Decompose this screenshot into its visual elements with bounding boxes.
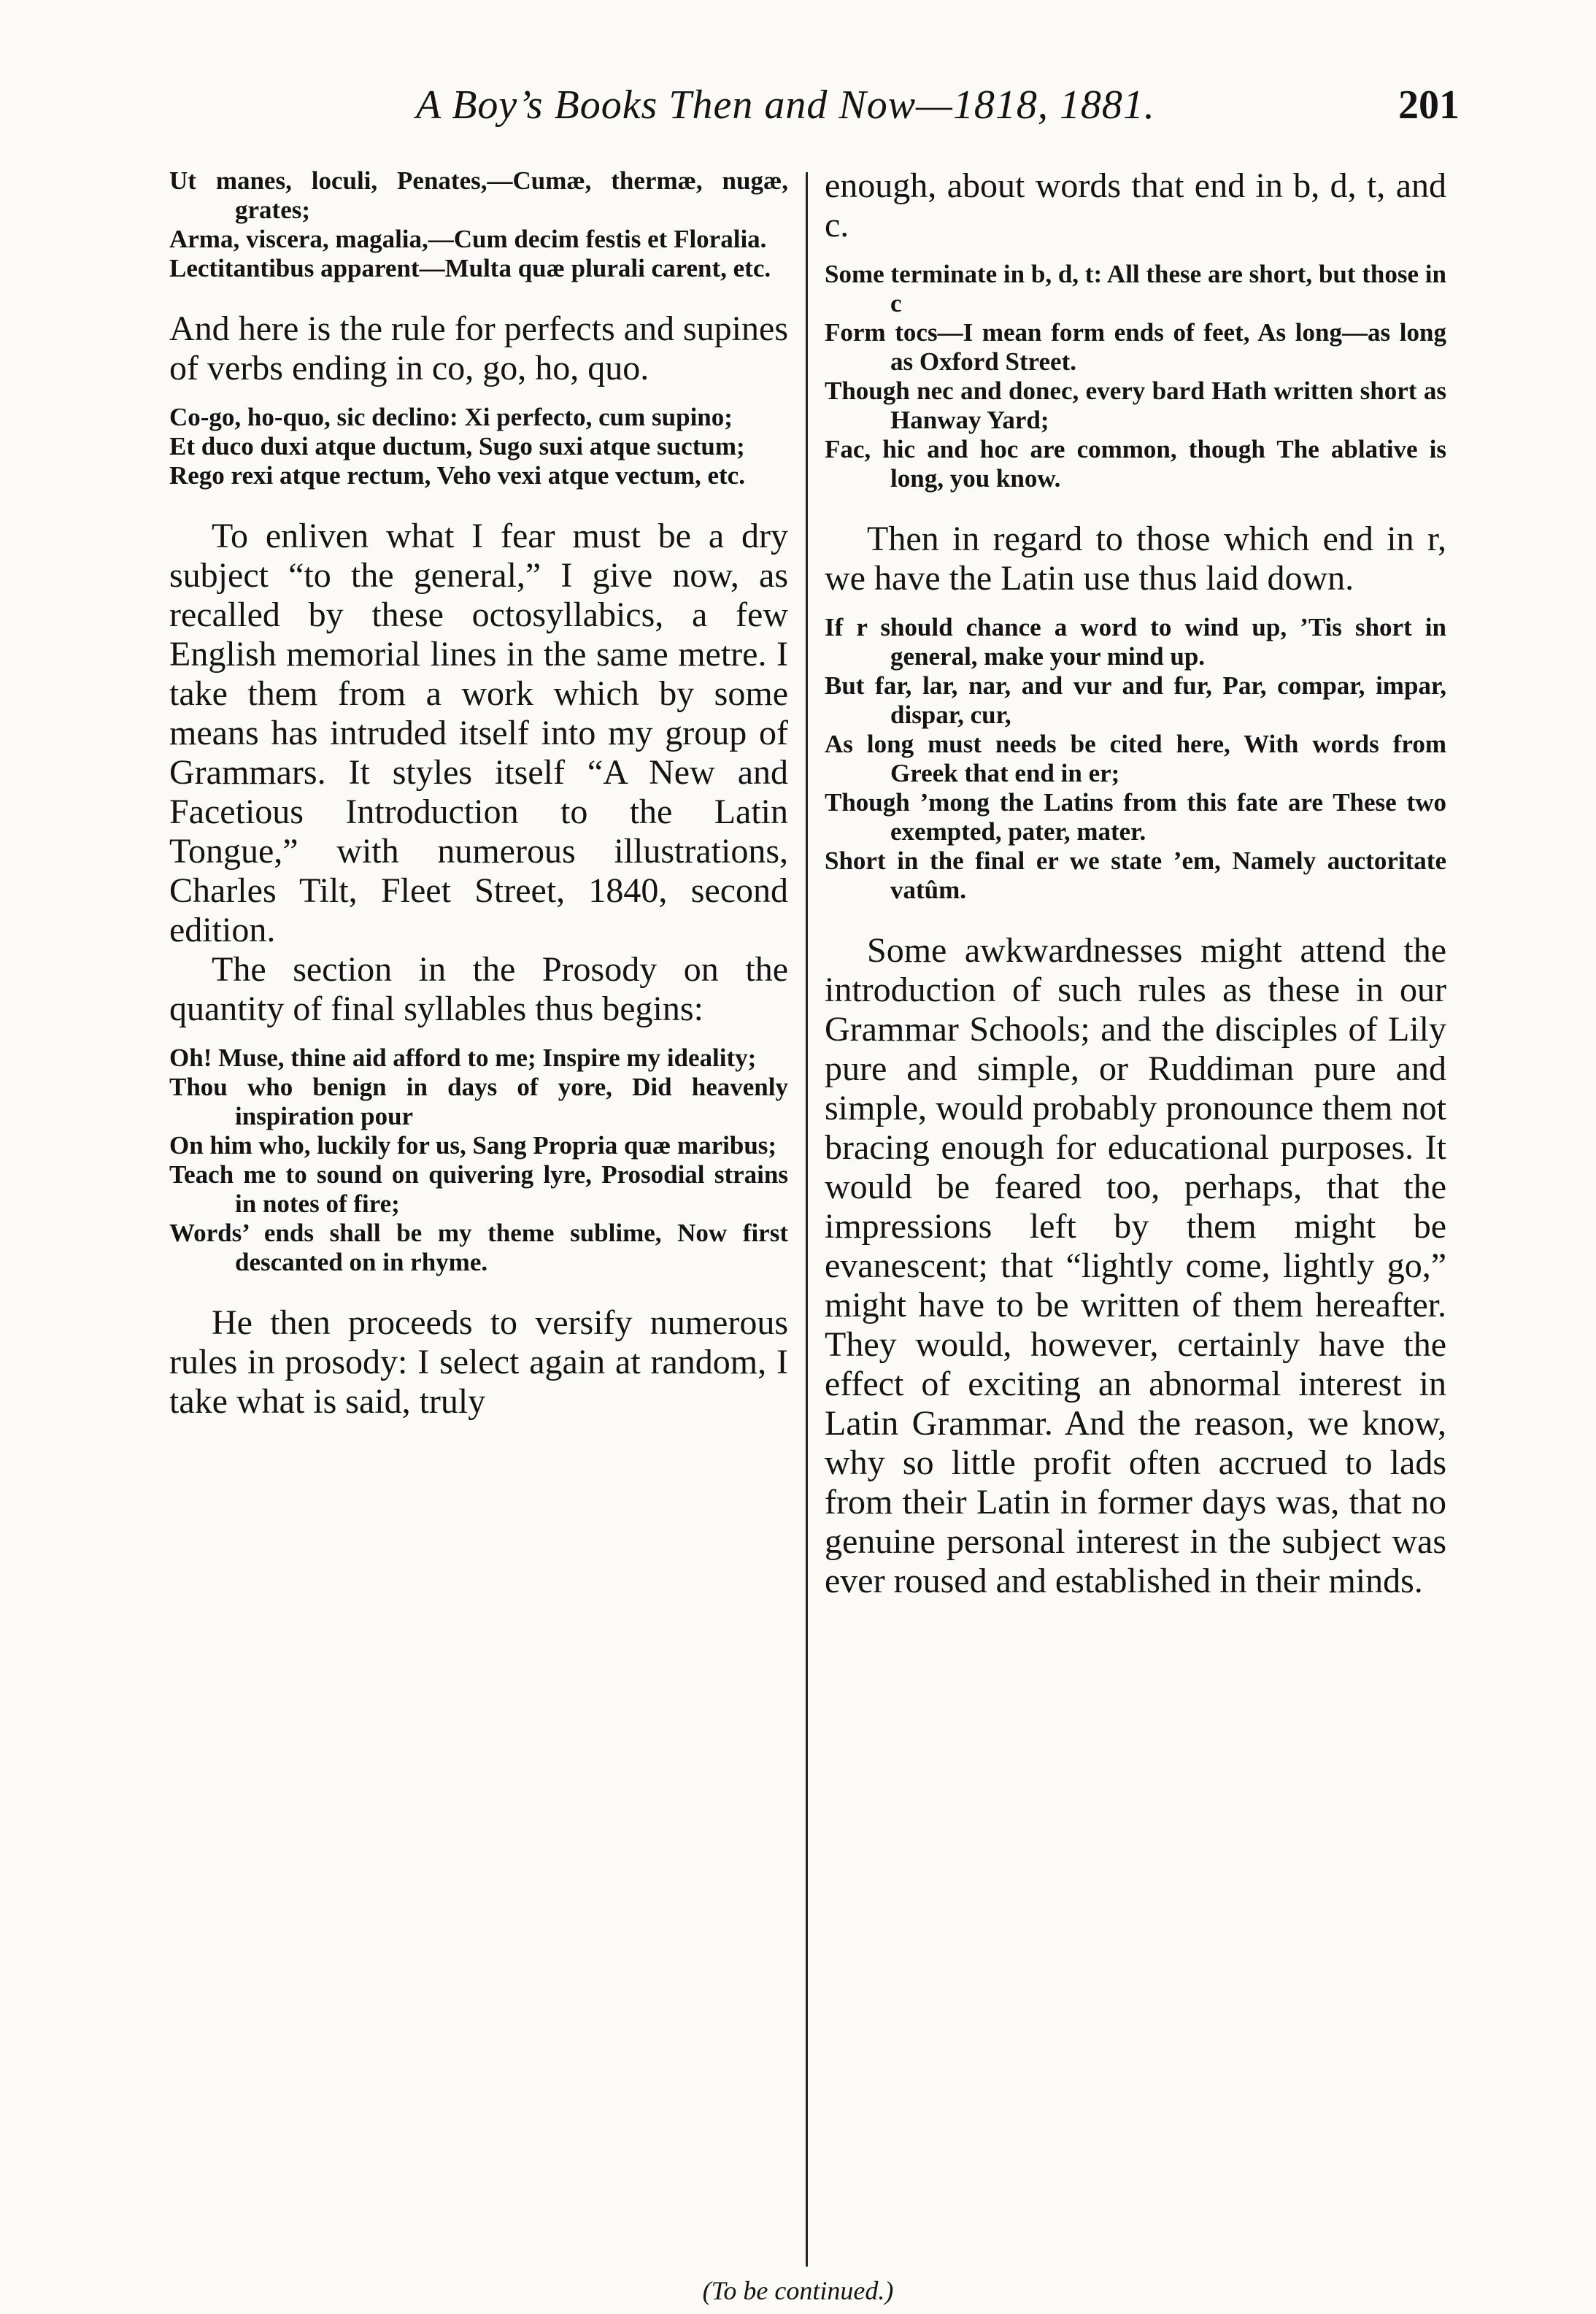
body-paragraph: He then proceeds to versify numerous rules in prosody: I select again at random, I take what is said, truly bbox=[169, 1303, 788, 1421]
verse-line: Short in the final er we state ’em, Namely auctoritate vatûm. bbox=[825, 846, 1446, 904]
verse-line: Thou who benign in days of yore, Did heavenly inspiration pour bbox=[169, 1073, 788, 1130]
english-verse-block bbox=[169, 1044, 788, 1277]
latin-verse-block bbox=[169, 166, 788, 283]
verse-line: Teach me to sound on quivering lyre, Prosodial strains in notes of fire; bbox=[169, 1160, 788, 1218]
verse-line: Oh! Muse, thine aid afford to me; Inspire my ideality; bbox=[169, 1044, 757, 1072]
verse-line: But far, lar, nar, and vur and fur, Par, compar, impar, dispar, cur, bbox=[825, 671, 1446, 729]
verse-line: Arma, viscera, magalia,—Cum decim festis et Floralia. bbox=[169, 225, 767, 253]
verse-line: Fac, hic and hoc are common, though The ablative is long, you know. bbox=[825, 435, 1446, 493]
left-column bbox=[169, 166, 788, 1436]
body-paragraph: And here is the rule for perfects and supines of verbs ending in co, go, ho, quo. bbox=[169, 309, 788, 387]
english-verse-block bbox=[825, 260, 1446, 493]
body-paragraph: Some awkwardnesses might attend the introduction of such rules as these in our Grammar Schools; and the disciples of Lily pure and simple, or Ruddiman pure and simple, would probably pronounce them not bracing enough for educational purposes. It would be feared too, perhaps, that the impressions left by them might be evanescent; that “lightly come, lightly go,” might have to be written of them hereafter. They would, however, certainly have the effect of exciting an abnormal interest in Latin Grammar. And the reason, we know, why so little profit often accrued to lads from their Latin in former days was, that no genuine personal interest in the subject was ever roused and established in their minds. bbox=[825, 931, 1446, 1600]
verse-line: As long must needs be cited here, With words from Greek that end in er; bbox=[825, 730, 1446, 787]
page-number: 201 bbox=[1398, 82, 1460, 128]
verse-line: Et duco duxi atque ductum, Sugo suxi atque suctum; bbox=[169, 432, 745, 460]
verse-line: On him who, luckily for us, Sang Propria quæ maribus; bbox=[169, 1131, 777, 1160]
running-title: A Boy’s Books Then and Now—1818, 1881. bbox=[416, 82, 1155, 128]
latin-verse-block bbox=[169, 403, 788, 490]
verse-line: Lectitantibus apparent—Multa quæ plurali carent, etc. bbox=[169, 254, 771, 282]
body-paragraph: To enliven what I fear must be a dry subject “to the general,” I give now, as recalled by these octosyllabics, a few English memorial lines in the same metre. I take them from a work which by some means has intruded itself into my group of Grammars. It styles itself “A New and Facetious Introduction to the Latin Tongue,” with numerous illustrations, Charles Tilt, Fleet Street, 1840, second edition. bbox=[169, 517, 788, 949]
body-paragraph: enough, about words that end in b, d, t, and c. bbox=[825, 166, 1446, 244]
verse-line: Though ’mong the Latins from this fate are These two exempted, pater, mater. bbox=[825, 788, 1446, 846]
verse-line: Some terminate in b, d, t: All these are short, but those in c bbox=[825, 260, 1446, 317]
body-paragraph: The section in the Prosody on the quantity of final syllables thus begins: bbox=[169, 950, 788, 1028]
verse-line: Though nec and donec, every bard Hath written short as Hanway Yard; bbox=[825, 377, 1446, 434]
verse-line: Form tocs—I mean form ends of feet, As long—as long as Oxford Street. bbox=[825, 318, 1446, 376]
right-column bbox=[825, 166, 1446, 1616]
page-header bbox=[168, 82, 1460, 140]
english-verse-block bbox=[825, 613, 1446, 905]
verse-line: Rego rexi atque rectum, Veho vexi atque vectum, etc. bbox=[169, 461, 745, 490]
verse-line: If r should chance a word to wind up, ’Tis short in general, make your mind up. bbox=[825, 613, 1446, 671]
verse-line: Words’ ends shall be my theme sublime, Now first descanted on in rhyme. bbox=[169, 1219, 788, 1276]
verse-line: Ut manes, loculi, Penates,—Cumæ, thermæ, nugæ, grates; bbox=[169, 166, 788, 224]
to-be-continued-note: (To be continued.) bbox=[702, 2276, 894, 2305]
body-paragraph: Then in regard to those which end in r, we have the Latin use thus laid down. bbox=[825, 520, 1446, 598]
column-divider bbox=[806, 172, 808, 2267]
verse-line: Co-go, ho-quo, sic declino: Xi perfecto, cum supino; bbox=[169, 403, 733, 431]
